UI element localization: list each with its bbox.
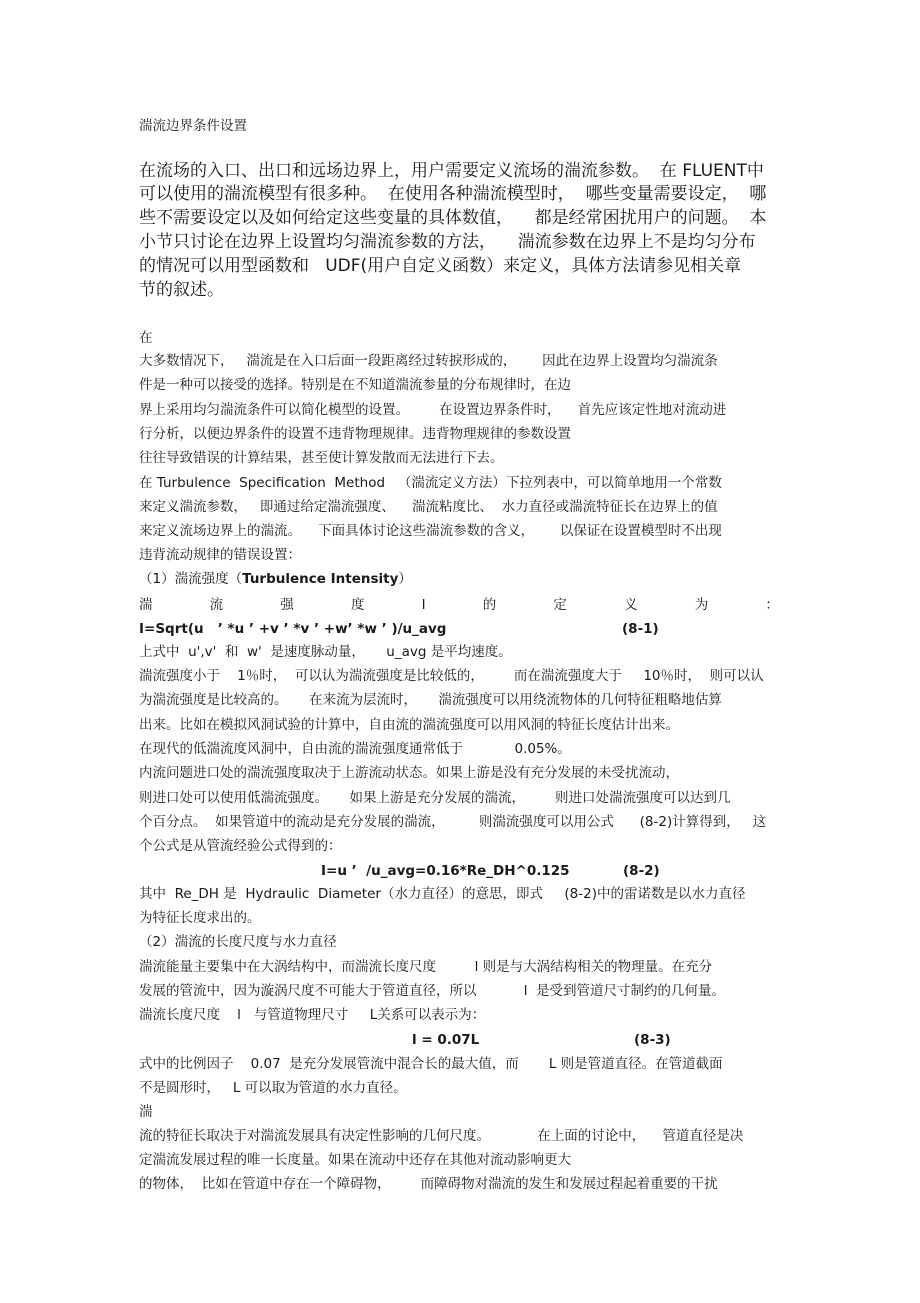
def-char: 为 xyxy=(694,597,709,613)
text-line: 为特征长度求出的。 xyxy=(139,910,261,926)
text-line: 上式中 u',v' 和 w' 是速度脉动量， u_avg 是平均速度。 xyxy=(139,644,512,660)
def-char: 度 xyxy=(350,597,365,613)
text-line: 发展的管流中，因为漩涡尺度不可能大于管道直径，所以 l 是受到管道尺寸制约的几何量。 xyxy=(139,983,726,999)
text-line: 大多数情况下， 湍流是在入口后面一段距离经过转捩形成的， 因此在边界上设置均匀湍流条 xyxy=(139,353,718,369)
intro-line: 可以使用的湍流模型有很多种。 在使用各种湍流模型时， 哪些变量需要设定， 哪 xyxy=(139,184,767,204)
doc-title: 湍流边界条件设置 xyxy=(139,118,247,134)
text-line: 出来。比如在模拟风洞试验的计算中，自由流的湍流强度可以用风洞的特征长度估计出来。 xyxy=(139,717,679,733)
intro-line: 小节只讨论在边界上设置均匀湍流参数的方法， 湍流参数在边界上不是均匀分布 xyxy=(139,232,756,252)
intro-line: 的情况可以用型函数和 UDF(用户自定义函数）来定义，具体方法请参见相关章 xyxy=(139,256,742,276)
text-line: 湍流长度尺度 l 与管道物理尺寸 L关系可以表示为： xyxy=(139,1007,486,1023)
intro-line: 在流场的入口、出口和远场边界上，用户需要定义流场的湍流参数。 在 FLUENT中 xyxy=(139,161,764,181)
equation-8-1: I=Sqrt(u ’ *u ’ +v ’ *v ’ +w’ *w ’ )/u_avg xyxy=(139,621,447,637)
text-line: 违背流动规律的错误设置： xyxy=(139,547,301,563)
equation-8-3: l = 0.07L xyxy=(412,1032,480,1048)
equation-number: (8-1) xyxy=(622,621,659,637)
equation-number: (8-3) xyxy=(634,1032,671,1048)
text-line: 来定义湍流参数， 即通过给定湍流强度、 湍流粘度比、 水力直径或湍流特征长在边界上的值 xyxy=(139,499,718,515)
text-line: 来定义流场边界上的湍流。 下面具体讨论这些湍流参数的含义， 以保证在设置模型时不出现 xyxy=(139,523,722,539)
definition-line xyxy=(139,596,779,614)
text-line: 个公式是从管流经验公式得到的： xyxy=(139,838,342,854)
text-line: 湍流能量主要集中在大涡结构中，而湍流长度尺度 l 则是与大涡结构相关的物理量。在充分 xyxy=(139,959,713,975)
text-line: 则进口处可以使用低湍流强度。 如果上游是充分发展的湍流， 则进口处湍流强度可以达到几 xyxy=(139,790,731,806)
text-line: 定湍流发展过程的唯一长度量。如果在流动中还存在其他对流动影响更大 xyxy=(139,1152,571,1168)
text-line: 在 Turbulence Specification Method （湍流定义方法）下拉列表中，可以简单地用一个常数 xyxy=(139,475,722,491)
text-line: 个百分点。 如果管道中的流动是充分发展的湍流， 则湍流强度可以用公式 (8-2)计算得到， 这 xyxy=(139,814,767,830)
text-line: 不是圆形时， L 可以取为管道的水力直径。 xyxy=(139,1080,407,1096)
intro-line: 节的叙述。 xyxy=(139,280,224,300)
def-char: 的 xyxy=(482,597,497,613)
equation-number: (8-2) xyxy=(623,863,660,879)
text-line: 流的特征长取决于对湍流发展具有决定性影响的几何尺度。 在上面的讨论中， 管道直径是决 xyxy=(139,1128,744,1144)
def-char: ： xyxy=(765,597,779,613)
section-term: Turbulence Intensity xyxy=(242,571,399,587)
section-close: ） xyxy=(398,571,412,587)
text-line: 在 xyxy=(139,330,153,346)
section-heading-1 xyxy=(139,570,412,588)
text-line: 在现代的低湍流度风洞中，自由流的湍流强度通常低于 0.05%。 xyxy=(139,741,571,757)
def-char: 流 xyxy=(209,597,224,613)
def-char: 湍 xyxy=(139,597,153,613)
text-line: 行分析，以便边界条件的设置不违背物理规律。违背物理规律的参数设置 xyxy=(139,426,571,442)
section-heading-2: （2）湍流的长度尺度与水力直径 xyxy=(139,934,337,950)
def-char: 义 xyxy=(624,597,638,613)
equation-8-2: I=u ’ /u_avg=0.16*Re_DH^0.125 xyxy=(321,863,570,879)
text-line: 往往导致错误的计算结果，甚至使计算发散而无法进行下去。 xyxy=(139,450,504,466)
text-line: 界上采用均匀湍流条件可以简化模型的设置。 在设置边界条件时， 首先应该定性地对流动进 xyxy=(139,402,727,418)
text-line: 式中的比例因子 0.07 是充分发展管流中混合长的最大值，而 L 则是管道直径。在管道截面 xyxy=(139,1056,723,1072)
text-line: 的物体， 比如在管道中存在一个障碍物， 而障碍物对湍流的发生和发展过程起着重要的干扰 xyxy=(139,1176,718,1192)
def-char: 定 xyxy=(553,597,567,613)
text-line: 湍流强度小于 1％时， 可以认为湍流强度是比较低的， 而在湍流强度大于 10％时， 则可以认 xyxy=(139,668,764,684)
def-char: I xyxy=(421,597,426,613)
intro-line: 些不需要设定以及如何给定这些变量的具体数值， 都是经常困扰用户的问题。 本 xyxy=(139,208,767,228)
text-line: 湍 xyxy=(139,1104,153,1120)
def-char: 强 xyxy=(280,597,294,613)
text-line: 件是一种可以接受的选择。特别是在不知道湍流参量的分布规律时，在边 xyxy=(139,377,571,393)
section-label: （1）湍流强度（ xyxy=(139,571,243,587)
text-line: 内流问题进口处的湍流强度取决于上游流动状态。如果上游是没有充分发展的未受扰流动， xyxy=(139,765,679,781)
text-line: 为湍流强度是比较高的。 在来流为层流时， 湍流强度可以用绕流物体的几何特征粗略地估算 xyxy=(139,692,722,708)
text-line: 其中 Re_DH 是 Hydraulic Diameter（水力直径）的意思，即式 (8-2)中的雷诺数是以水力直径 xyxy=(139,886,746,902)
